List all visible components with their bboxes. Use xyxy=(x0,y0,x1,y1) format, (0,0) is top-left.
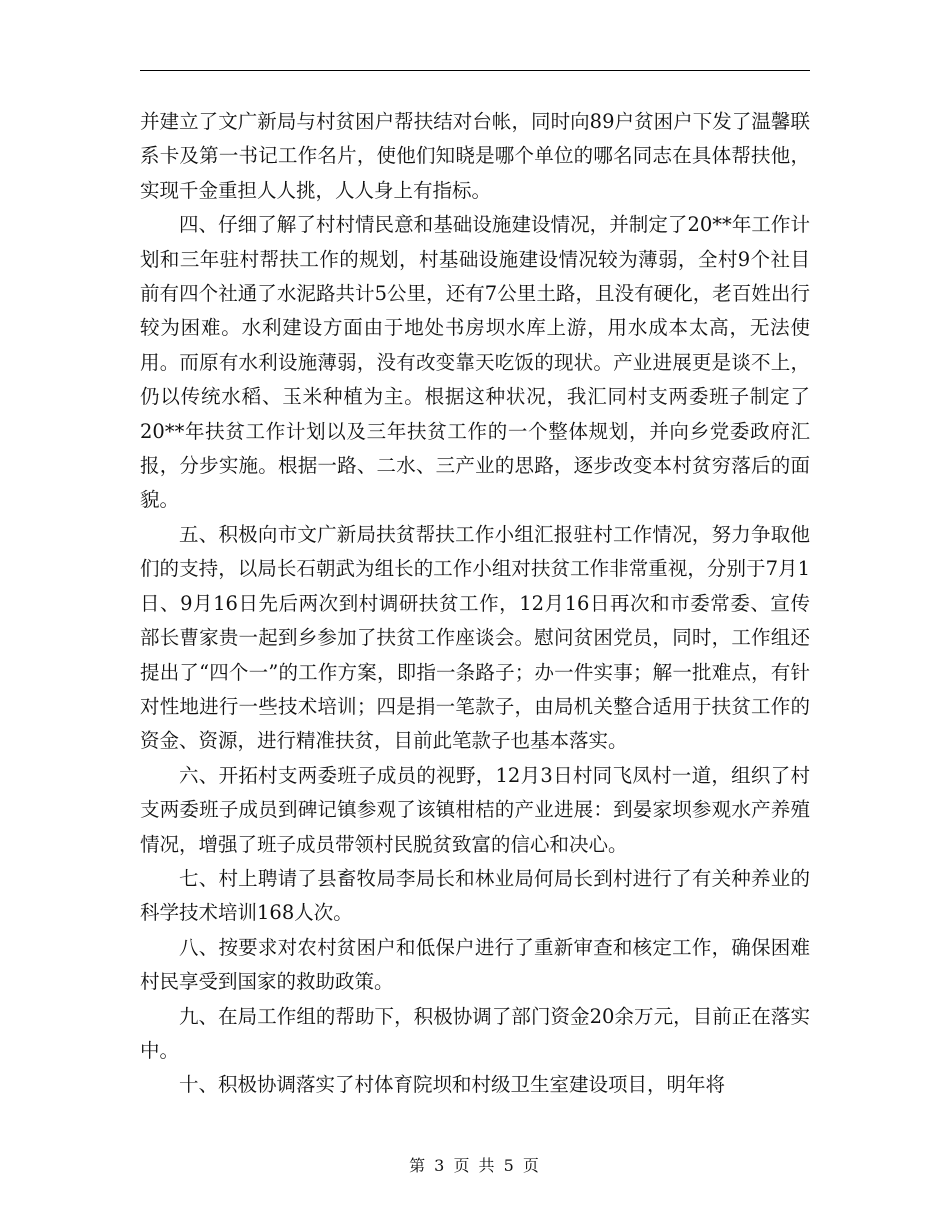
header-rule xyxy=(140,70,810,71)
document-body xyxy=(140,105,810,1103)
paragraph-continuation: 并建立了文广新局与村贫困户帮扶结对台帐，同时向89户贫困户下发了温馨联系卡及第一书记工作名片，使他们知晓是哪个单位的哪名同志在具体帮扶他，实现千金重担人人挑，人人身上有指标。 xyxy=(140,110,810,202)
paragraph-item-5: 五、积极向市文广新局扶贫帮扶工作小组汇报驻村工作情况，努力争取他们的支持，以局长石朝武为组长的工作小组对扶贫工作非常重视，分别于7月1日、9月16日先后两次到村调研扶贫工作，12月16日再次和市委常委、宣传部长曹家贵一起到乡参加了扶贫工作座谈会。慰问贫困党员，同时，工作组还提出了“四个一”的工作方案，即指一条路子；办一件实事；解一批难点，有针对性地进行一些技术培训；四是捐一笔款子，由局机关整合适用于扶贫工作的资金、资源，进行精准扶贫，目前此笔款子也基本落实。 xyxy=(140,522,810,753)
paragraph-item-8: 八、按要求对农村贫困户和低保户进行了重新审查和核定工作，确保困难村民享受到国家的救助政策。 xyxy=(140,935,810,994)
paragraph-item-6: 六、开拓村支两委班子成员的视野，12月3日村同飞凤村一道，组织了村支两委班子成员到碑记镇参观了该镇柑桔的产业进展：到晏家坝参观水产养殖情况，增强了班子成员带领村民脱贫致富的信心和决心。 xyxy=(140,763,810,856)
paragraph-item-7: 七、村上聘请了县畜牧局李局长和林业局何局长到村进行了有关种养业的科学技术培训168人次。 xyxy=(140,866,810,925)
paragraph-item-9: 九、在局工作组的帮助下，积极协调了部门资金20余万元，目前正在落实中。 xyxy=(140,1004,810,1062)
page-number-footer: 第 3 页 共 5 页 xyxy=(409,1156,541,1175)
paragraph-item-4: 四、仔细了解了村村情民意和基础设施建设情况，并制定了20**年工作计划和三年驻村帮扶工作的规划，村基础设施建设情况较为薄弱，全村9个社目前有四个社通了水泥路共计5公里，还有7公里土路，且没有硬化，老百姓出行较为困难。水利建设方面由于地处书房坝水库上游，用水成本太高，无法使用。而原有水利设施薄弱，没有改变靠天吃饭的现状。产业进展更是谈不上，仍以传统水稻、玉米种植为主。根据这种状况，我汇同村支两委班子制定了20**年扶贫工作计划以及三年扶贫工作的一个整体规划，并向乡党委政府汇报，分步实施。根据一路、二水、三产业的思路，逐步改变本村贫穷落后的面貌。 xyxy=(140,213,810,512)
paragraph-item-10: 十、积极协调落实了村体育院坝和村级卫生室建设项目，明年将 xyxy=(179,1073,726,1097)
